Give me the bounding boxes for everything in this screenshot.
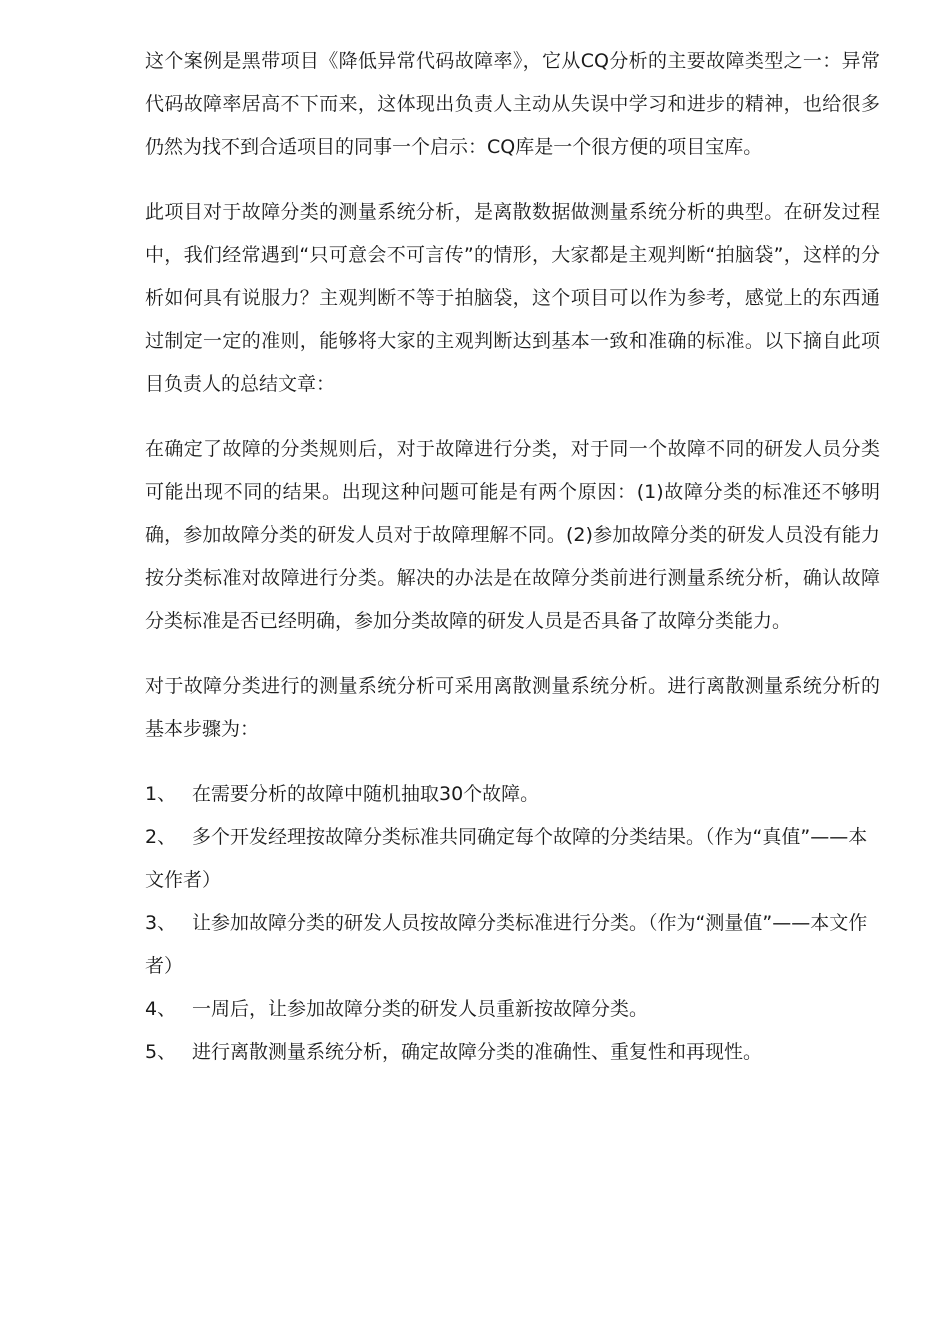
paragraph-case-intro: 这个案例是黑带项目《降低异常代码故障率》，它从CQ分析的主要故障类型之一：异常代码故障率居高不下而来，这体现出负责人主动从失误中学习和进步的精神，也给很多仍然为找不到合适项目的同事一个启示：CQ库是一个很方便的项目宝库。 [145, 50, 880, 158]
step-text: 多个开发经理按故障分类标准共同确定每个故障的分类结果。（作为“真值”——本文作者） [145, 826, 868, 891]
paragraph-classification-problem: 在确定了故障的分类规则后，对于故障进行分类，对于同一个故障不同的研发人员分类可能出现不同的结果。出现这种问题可能是有两个原因：(1)故障分类的标准还不够明确，参加故障分类的研发人员对于故障理解不同。(2)参加故障分类的研发人员没有能力按分类标准对故障进行分类。解决的办法是在故障分类前进行测量系统分析，确认故障分类标准是否已经明确，参加分类故障的研发人员是否具备了故障分类能力。 [145, 438, 880, 632]
step-number: 4、 [145, 998, 177, 1020]
step-number: 5、 [145, 1041, 177, 1063]
list-item [145, 1031, 880, 1074]
list-item [145, 902, 880, 988]
steps-list [145, 773, 880, 1074]
list-item [145, 988, 880, 1031]
step-text: 让参加故障分类的研发人员按故障分类标准进行分类。（作为“测量值”——本文作者） [145, 912, 868, 977]
step-number: 1、 [145, 783, 177, 805]
document-body [145, 40, 880, 1074]
step-text: 在需要分析的故障中随机抽取30个故障。 [192, 783, 540, 805]
list-item [145, 816, 880, 902]
step-number: 3、 [145, 912, 177, 934]
paragraph-msa-overview: 此项目对于故障分类的测量系统分析，是离散数据做测量系统分析的典型。在研发过程中，我们经常遇到“只可意会不可言传”的情形，大家都是主观判断“拍脑袋”，这样的分析如何具有说服力？主观判断不等于拍脑袋，这个项目可以作为参考，感觉上的东西通过制定一定的准则，能够将大家的主观判断达到基本一致和准确的标准。以下摘自此项目负责人的总结文章： [145, 201, 880, 395]
step-number: 2、 [145, 826, 177, 848]
list-item [145, 773, 880, 816]
paragraph-steps-intro: 对于故障分类进行的测量系统分析可采用离散测量系统分析。进行离散测量系统分析的基本步骤为： [145, 675, 880, 740]
step-text: 一周后，让参加故障分类的研发人员重新按故障分类。 [192, 998, 649, 1020]
step-text: 进行离散测量系统分析，确定故障分类的准确性、重复性和再现性。 [192, 1041, 763, 1063]
